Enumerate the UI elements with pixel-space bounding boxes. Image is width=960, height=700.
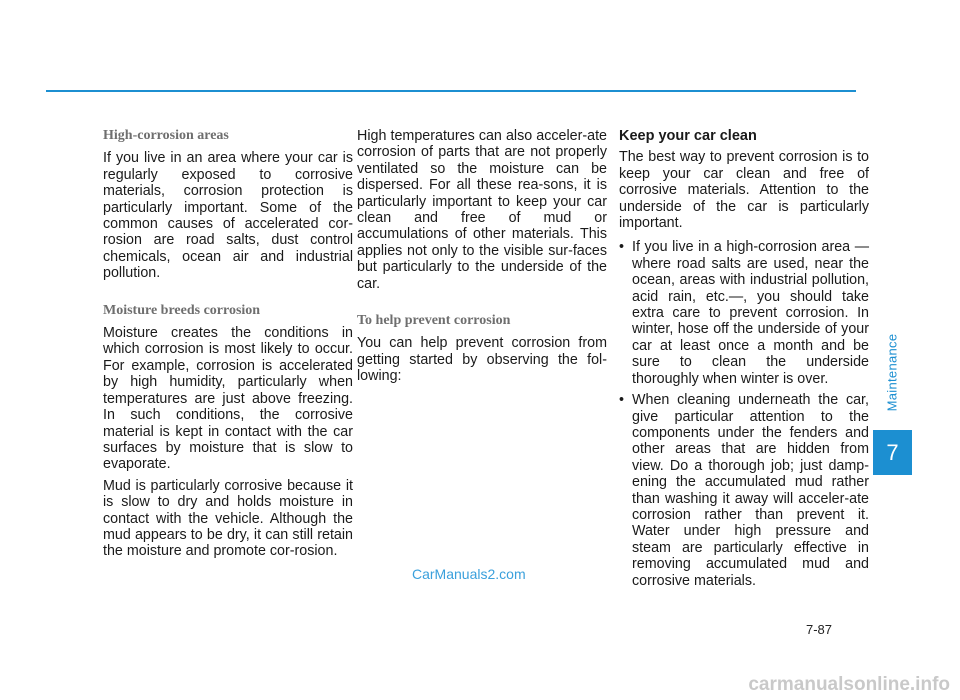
column-left — [103, 128, 353, 565]
chapter-number: 7 — [886, 439, 899, 465]
paragraph-mud: Mud is particularly corrosive because it is slow to dry and holds moisture in contact with the vehicle. Although the mud appears to be dry, it can still retain the moisture and promote cor-rosion. — [103, 477, 353, 560]
paragraph-high-corrosion: If you live in an area where your car is regularly exposed to corrosive materials, corrosion protection is particularly important. Some of the common causes of accelerated cor-rosion are road salts, dust control chemicals, ocean air and industrial pollution. — [103, 150, 353, 282]
page-number: 7-87 — [806, 622, 833, 637]
paragraph-moisture: Moisture creates the conditions in which corrosion is most likely to occur. For example, corrosion is accelerated by high humidity, particularly when temperatures are just above freezing. In such conditions, the corrosive material is kept in contact with the car surfaces by moisture that is slow to evaporate. — [103, 325, 353, 473]
header-rule — [46, 90, 856, 92]
bullet-icon: • — [619, 392, 625, 409]
bullet-text: When cleaning underneath the car, give particular attention to the components under the fenders and other areas that are hidden from view. Do a thorough job; just damp-ening the accumulated mud rather than washing it away will acceler-ate corrosion rather than prevent it. Water under high pressure and steam are particularly effective in removing accumulated mud and corrosive materials. — [632, 392, 869, 589]
chapter-tab — [873, 430, 912, 475]
heading-moisture-breeds-corrosion: Moisture breeds corrosion — [103, 302, 261, 318]
column-middle — [357, 128, 607, 390]
heading-keep-car-clean: Keep your car clean — [619, 128, 757, 144]
column-right — [619, 128, 869, 594]
footer-watermark: carmanualsonline.info — [748, 674, 950, 695]
watermark-text: CarManuals2.com — [412, 566, 526, 582]
section-label-text: Maintenance — [884, 333, 900, 411]
paragraph-high-temperatures: High temperatures can also acceler-ate corrosion of parts that are not properly ventilated so the moisture can be dispersed. For all these rea-sons, it is particularly important to keep your car clean and free of mud or accumulations of other materials. This applies not only to the visible sur-faces but particularly to the underside of the car. — [357, 128, 607, 292]
list-item — [619, 239, 869, 387]
section-side-label — [881, 317, 903, 427]
heading-to-help-prevent-corrosion: To help prevent corrosion — [357, 313, 511, 329]
heading-high-corrosion-areas: High-corrosion areas — [103, 128, 229, 143]
paragraph-keep-clean: The best way to prevent corrosion is to keep your car clean and free of corrosive materials. Attention to the underside of the car is particularly important. — [619, 149, 869, 232]
paragraph-prevent-intro: You can help prevent corrosion from getting started by observing the fol-lowing: — [357, 335, 607, 385]
bullet-text: If you live in a high-corrosion area — where road salts are used, near the ocean, areas with industrial pollution, acid rain, etc.—, you should take extra care to prevent corrosion. In winter, hose off the underside of your car at least once a month and be sure to clean the underside thoroughly when winter is over. — [632, 239, 869, 387]
list-item — [619, 392, 869, 589]
bullet-icon: • — [619, 239, 625, 256]
bullet-list — [619, 239, 869, 589]
